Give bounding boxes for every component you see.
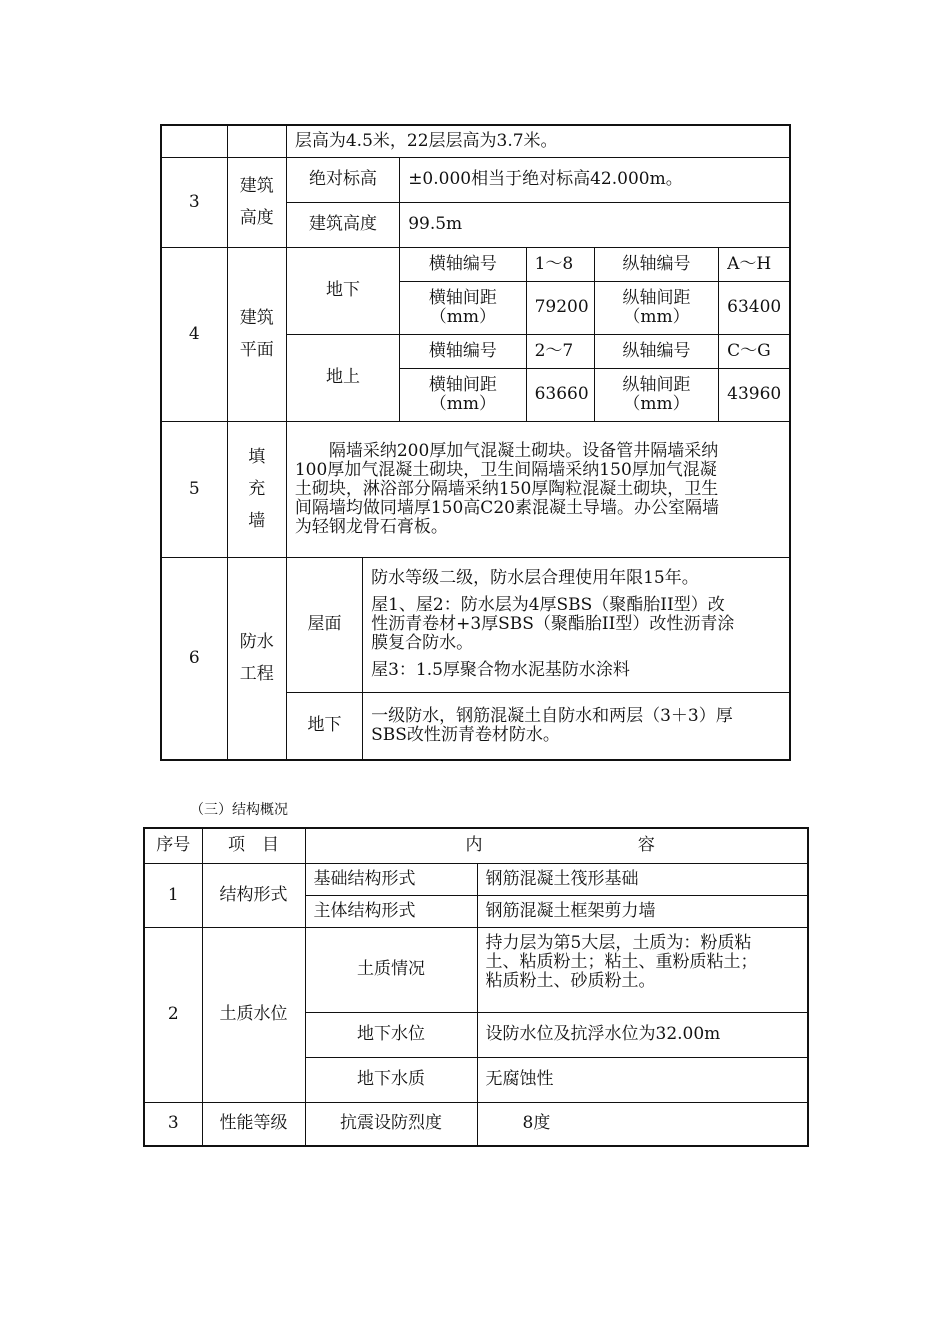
t2-row3-number: 3 [144,1102,202,1146]
structure-overview-table [143,827,809,1147]
above-h-axis-no-label: 横轴编号 [400,334,526,368]
foundation-structure-value: 钢筋混凝土筏形基础 [477,863,808,895]
absolute-elevation-value: ±0.000相当于绝对标高42.000m。 [400,157,790,202]
under-v-axis-spacing-label: 纵轴间距 （mm） [594,281,718,334]
main-structure-value: 钢筋混凝土框架剪力墙 [477,895,808,927]
under-v-axis-spacing-value: 63400 [719,281,790,334]
under-h-axis-spacing-label: 横轴间距 （mm） [400,281,526,334]
t2-row2-number: 2 [144,927,202,1102]
groundwater-level-value: 设防水位及抗浮水位为32.00m [477,1012,808,1057]
underground-label: 地下 [286,247,399,334]
infill-wall-text: 隔墙采纳200厚加气混凝土砌块。设备管井隔墙采纳 100厚加气混凝土砌块，卫生间隔墙采纳150厚加气混凝 土砌块，淋浴部分隔墙采纳150厚陶粒混凝土砌块，卫生 间隔墙均做同墙厚150高C20素混凝土导墙。办公室隔墙 为轻钢龙骨石膏板。 [286,421,790,557]
t2-row2-item: 土质水位 [202,927,305,1102]
soil-condition-value: 持力层为第5大层，土质为：粉质粘 土、粘质粉土；粘土、重粉质粘土； 粘质粉土、砂质粉土。 [477,927,808,1012]
seismic-intensity-value: 8度 [477,1102,808,1146]
row6-number: 6 [161,557,227,760]
under-h-axis-no-value: 1～8 [526,247,594,281]
under-h-axis-spacing-value: 79200 [526,281,594,334]
above-v-axis-spacing-label: 纵轴间距 （mm） [594,368,718,421]
above-h-axis-spacing-value: 63660 [526,368,594,421]
above-v-axis-no-label: 纵轴编号 [594,334,718,368]
main-structure-label: 主体结构形式 [305,895,477,927]
row4-item: 建筑 平面 [227,247,286,421]
foundation-structure-label: 基础结构形式 [305,863,477,895]
t2-row1-number: 1 [144,863,202,927]
building-height-value: 99.5m [400,202,790,247]
building-overview-table [160,124,791,761]
row6-item: 防水 工程 [227,557,286,760]
row3-number: 3 [161,157,227,247]
above-h-axis-no-value: 2～7 [526,334,594,368]
basement-waterproof-text: 一级防水，钢筋混凝土自防水和两层（3＋3）厚 SBS改性沥青卷材防水。 [363,692,790,760]
soil-condition-label: 土质情况 [305,927,477,1012]
roof-label: 屋面 [286,557,362,692]
above-v-axis-no-value: C～G [719,334,790,368]
seismic-intensity-label: 抗震设防烈度 [305,1102,477,1146]
header-seq: 序号 [144,828,202,863]
under-h-axis-no-label: 横轴编号 [400,247,526,281]
header-item: 项 目 [202,828,305,863]
row3-item: 建筑 高度 [227,157,286,247]
above-v-axis-spacing-value: 43960 [719,368,790,421]
under-v-axis-no-label: 纵轴编号 [594,247,718,281]
floor-height-text: 层高为4.5米，22层层高为3.7米。 [286,125,790,157]
groundwater-quality-value: 无腐蚀性 [477,1057,808,1102]
section-caption: （三）结构概况 [190,802,288,818]
groundwater-level-label: 地下水位 [305,1012,477,1057]
row5-item: 填 充 墙 [227,421,286,557]
row5-number: 5 [161,421,227,557]
basement-label: 地下 [286,692,362,760]
roof-waterproof-text: 防水等级二级，防水层合理使用年限15年。 屋1、屋2：防水层为4厚SBS（聚酯胎II型）改 性沥青卷材+3厚SBS（聚酯胎II型）改性沥青涂 膜复合防水。 屋3：1.5厚聚合物水泥基防水涂料 [363,557,790,692]
header-content: 内 容 [305,828,808,863]
t2-row1-item: 结构形式 [202,863,305,927]
under-v-axis-no-value: A～H [719,247,790,281]
building-height-label: 建筑高度 [286,202,399,247]
cell-empty-item [227,125,286,157]
above-h-axis-spacing-label: 横轴间距 （mm） [400,368,526,421]
t2-row3-item: 性能等级 [202,1102,305,1146]
groundwater-quality-label: 地下水质 [305,1057,477,1102]
aboveground-label: 地上 [286,334,399,421]
absolute-elevation-label: 绝对标高 [286,157,399,202]
row4-number: 4 [161,247,227,421]
cell-empty-num [161,125,227,157]
